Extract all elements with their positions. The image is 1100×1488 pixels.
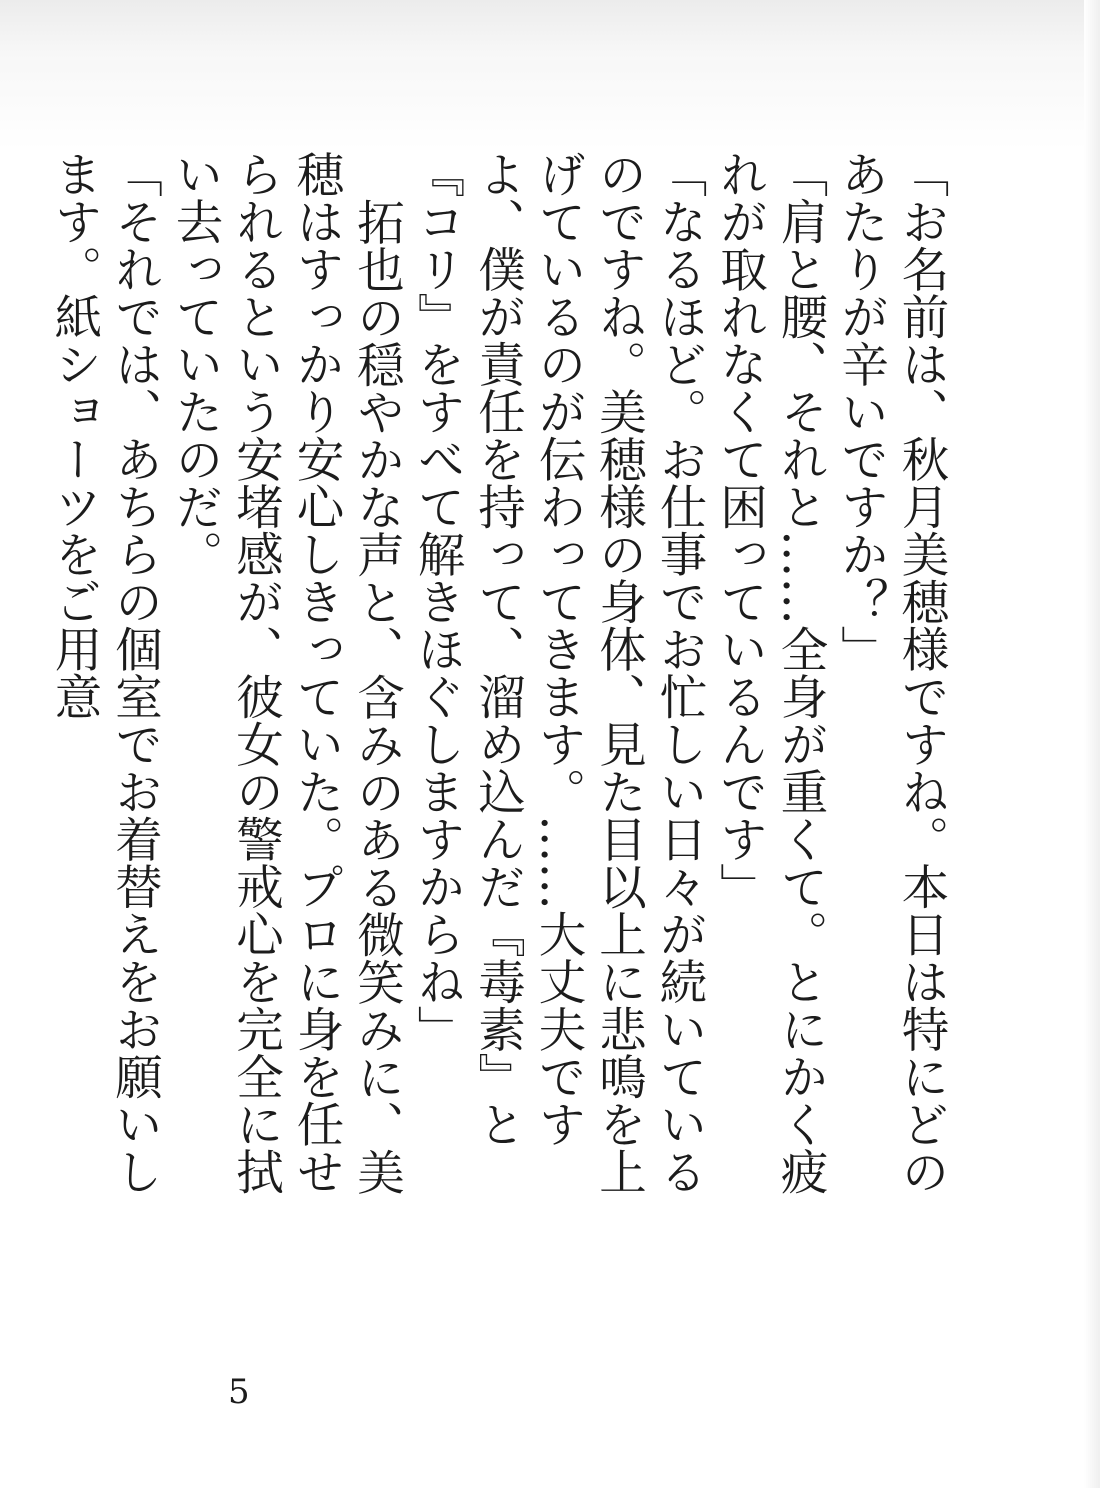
page-top-shadow	[0, 0, 1100, 150]
paragraph: 「肩と腰、それと……全身が重くて。とにかく疲れが取れなくて困っているんです」	[711, 150, 827, 1195]
paragraph: 「お名前は、秋月美穂様ですね。本日は特にどのあたりが辛いですか？」	[832, 150, 948, 1195]
paragraph: 「それでは、あちらの個室でお着替えをお願いします。紙ショーツをご用意	[46, 150, 162, 1195]
page-number: 5	[228, 1372, 250, 1412]
paragraph: 拓也の穏やかな声と、含みのある微笑みに、美穂はすっかり安心しきっていた。プロに身を任せられるという安堵感が、彼女の警戒心を完全に拭い去っていたのだ。	[167, 150, 404, 1195]
vertical-text-body	[46, 150, 950, 1230]
paragraph: 「なるほど。お仕事でお忙しい日々が続いているのですね。美穂様の身体、見た目以上に悲鳴を上げているのが伝わってきます。……大丈夫ですよ、僕が責任を持って、溜め込んだ『毒素』と『コリ』をすべて解きほぐしますからね」	[409, 150, 706, 1195]
page-edge-shadow	[1084, 0, 1100, 1488]
